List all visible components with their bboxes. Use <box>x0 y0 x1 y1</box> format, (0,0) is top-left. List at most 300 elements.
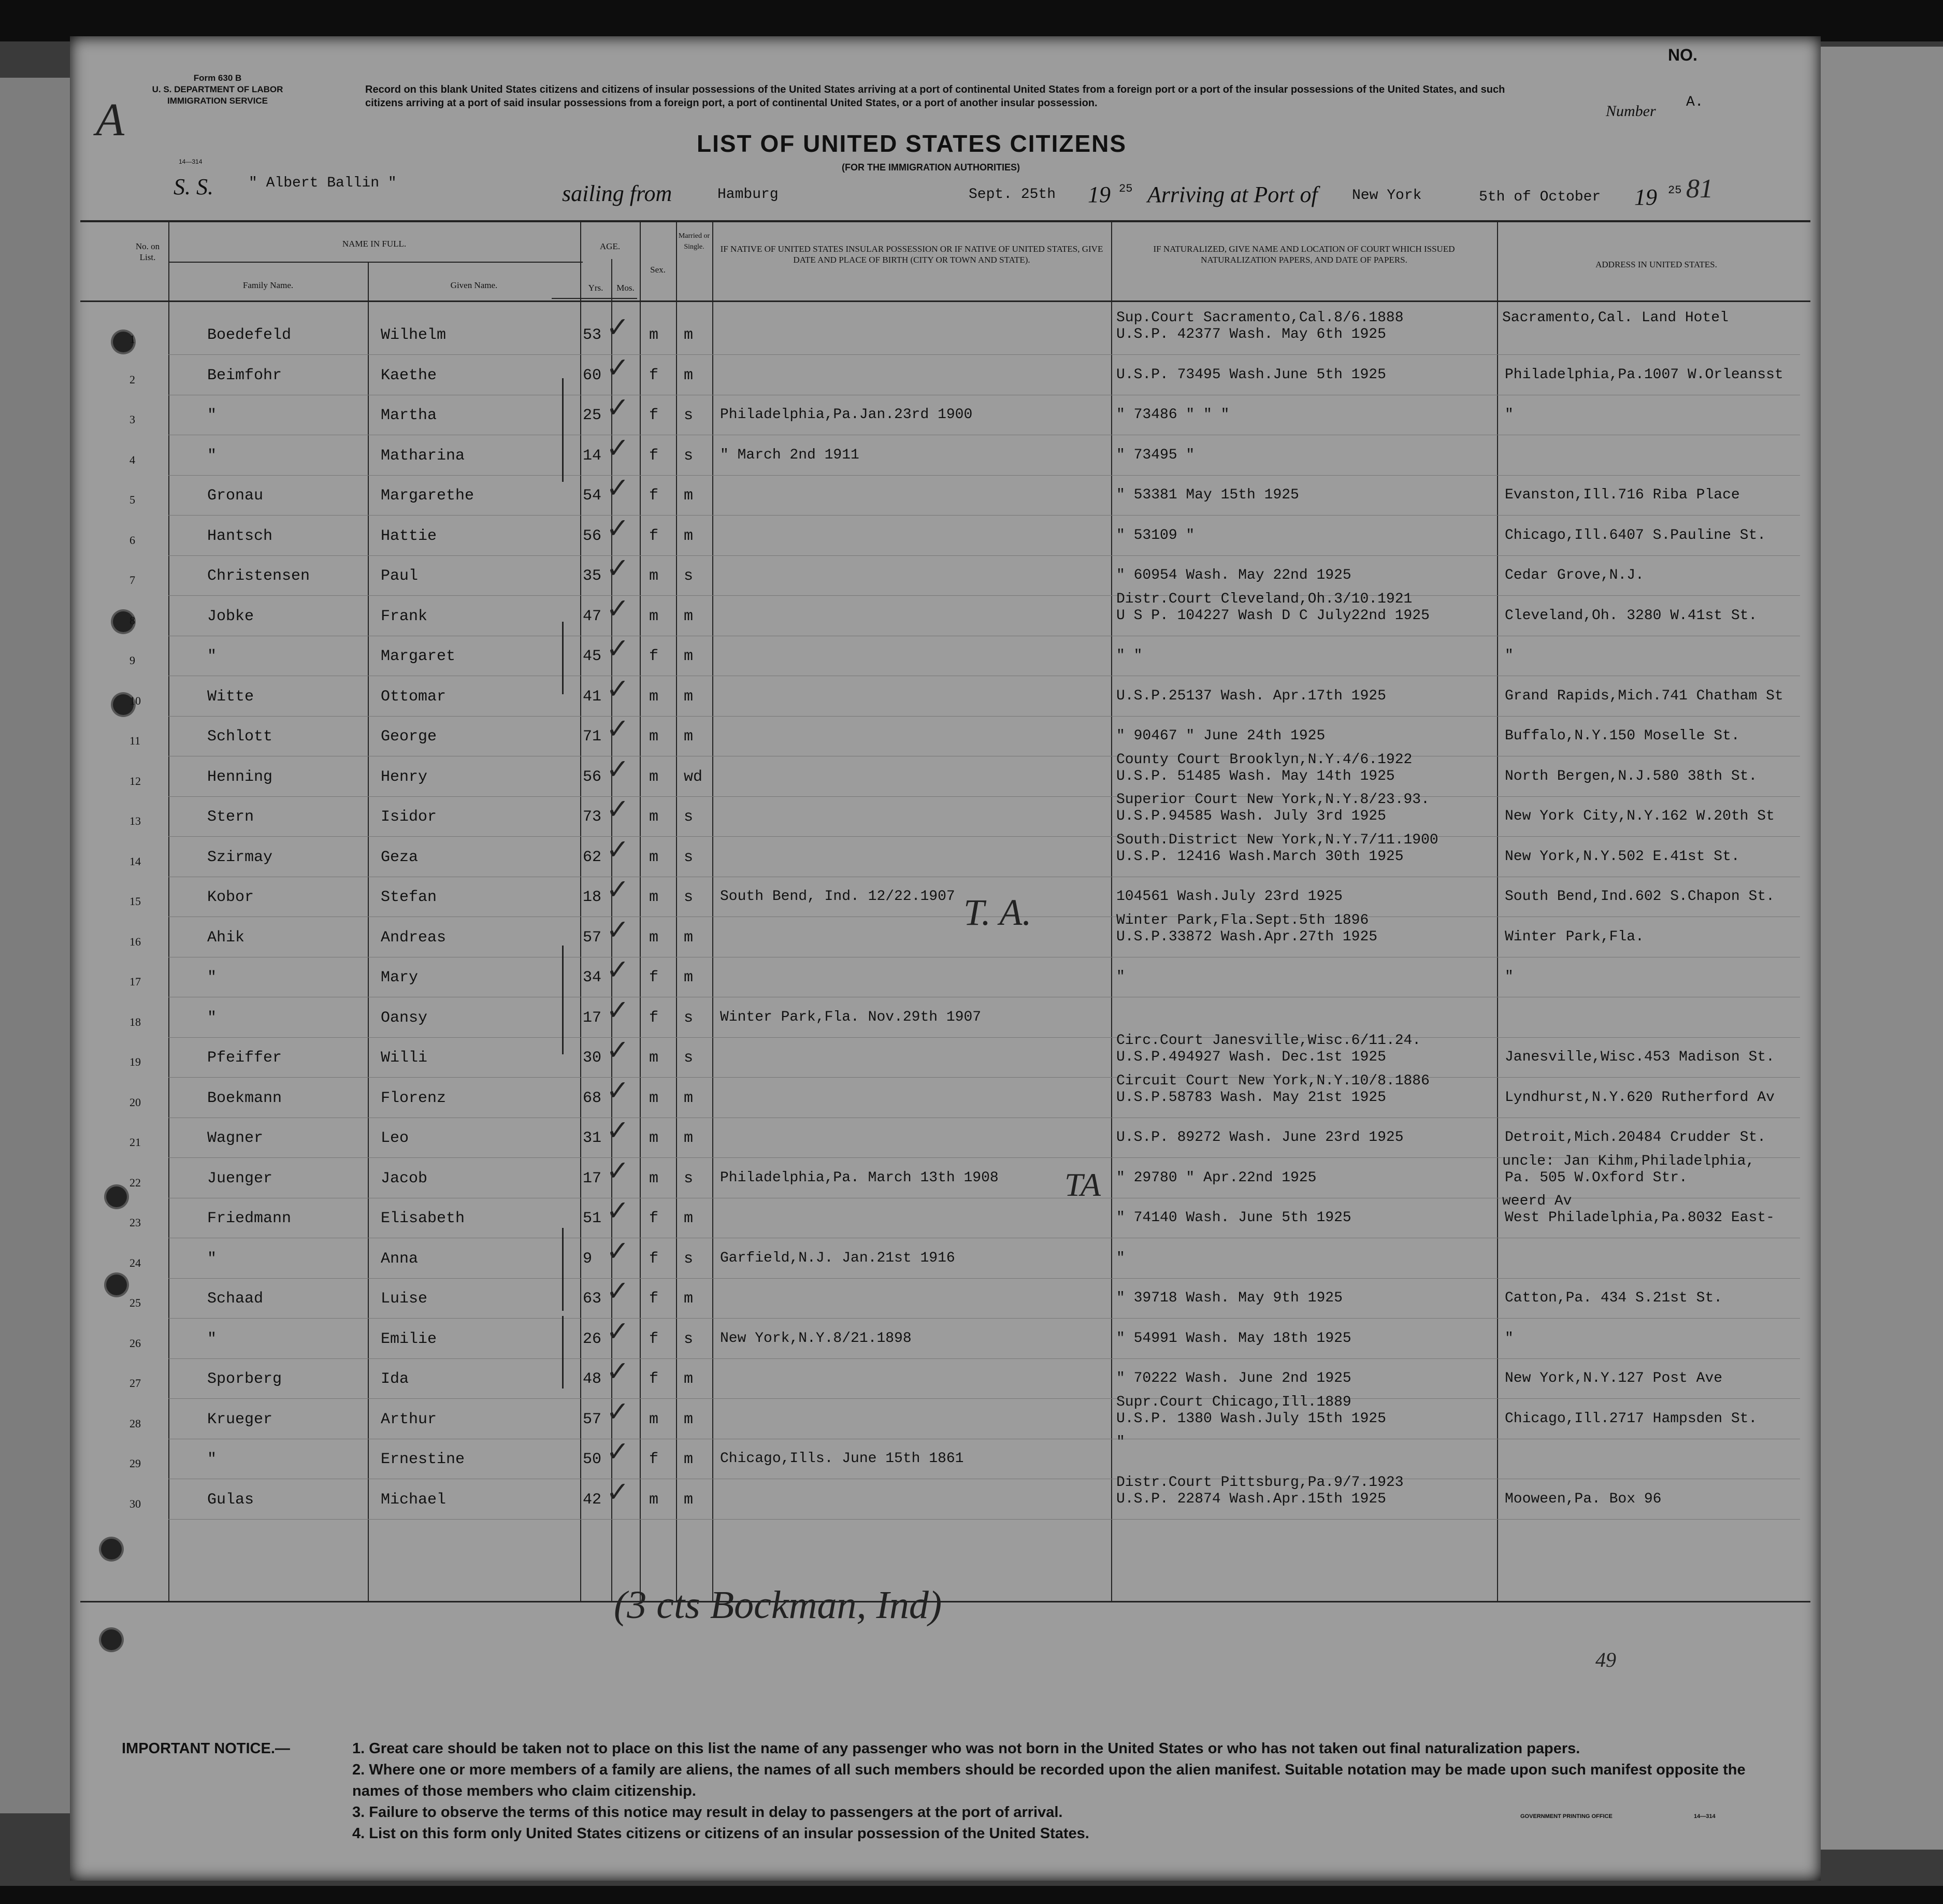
line-number: 22 <box>129 1176 141 1189</box>
table-row <box>70 431 1821 477</box>
age-years: 50 <box>583 1451 602 1468</box>
marital-status: s <box>684 808 694 826</box>
table-row <box>70 310 1821 356</box>
marital-status: m <box>684 1210 694 1227</box>
sailing-date: Sept. 25th <box>969 187 1056 203</box>
manifest-page <box>70 36 1821 1881</box>
given-name: Matharina <box>381 447 465 465</box>
family-name: " <box>207 447 217 465</box>
family-name: Juenger <box>207 1169 273 1187</box>
table-top-border <box>80 220 1810 222</box>
table-row <box>70 792 1821 838</box>
family-name: " <box>207 1009 217 1027</box>
address-line2: Janesville,Wisc.453 Madison St. <box>1505 1049 1775 1065</box>
given-name: Florenz <box>381 1089 447 1107</box>
address-line2: " <box>1505 1330 1514 1347</box>
address-line2: " <box>1505 648 1514 664</box>
family-name: Szirmay <box>207 848 273 866</box>
table-row <box>70 471 1821 517</box>
marital-status: m <box>684 527 694 545</box>
family-name: Krueger <box>207 1410 273 1428</box>
address-line2: Evanston,Ill.716 Riba Place <box>1505 487 1740 503</box>
naturalization-papers: " 39718 Wash. May 9th 1925 <box>1116 1290 1343 1306</box>
given-name: Frank <box>381 607 428 625</box>
naturalization-papers: U.S.P. 73495 Wash.June 5th 1925 <box>1116 366 1386 383</box>
checkmark-icon: ✓ <box>606 1435 630 1468</box>
birth-place-date: Philadelphia,Pa. March 13th 1908 <box>720 1169 999 1186</box>
sex: f <box>649 407 659 424</box>
sex: m <box>649 1410 659 1428</box>
ss-label: S. S. <box>174 174 213 199</box>
handwritten-ta-row22: TA <box>1064 1166 1101 1203</box>
page-number-mark: 49 <box>1595 1648 1616 1671</box>
notice-list <box>352 1738 1782 1844</box>
checkmark-icon: ✓ <box>606 1395 630 1428</box>
sex: m <box>649 567 659 585</box>
notice-lead: IMPORTANT NOTICE.— <box>122 1740 290 1757</box>
table-row <box>70 1355 1821 1400</box>
line-number: 26 <box>129 1336 141 1350</box>
given-name: Willi <box>381 1049 428 1067</box>
given-name: Stefan <box>381 889 437 906</box>
family-name: Kobor <box>207 889 254 906</box>
family-bracket <box>562 946 564 1054</box>
checkmark-icon: ✓ <box>606 953 630 986</box>
row-rule <box>168 1519 1800 1520</box>
family-name: Stern <box>207 808 254 826</box>
table-row <box>70 1234 1821 1280</box>
row-rule <box>168 1077 1800 1078</box>
sex: m <box>649 848 659 866</box>
line-number: 6 <box>129 533 135 547</box>
address-line2: Lyndhurst,N.Y.620 Rutherford Av <box>1505 1089 1775 1106</box>
handwritten-ta-row15: T. A. <box>963 892 1032 933</box>
family-name: " <box>207 1330 217 1348</box>
marital-status: s <box>684 889 694 906</box>
checkmark-icon: ✓ <box>606 993 630 1026</box>
sex: m <box>649 768 659 786</box>
given-name: Ottomar <box>381 688 447 706</box>
table-row <box>70 993 1821 1039</box>
sex: f <box>649 1009 659 1027</box>
sex: f <box>649 487 659 505</box>
marital-status: s <box>684 1049 694 1067</box>
age-years: 30 <box>583 1049 602 1067</box>
checkmark-icon: ✓ <box>606 311 630 343</box>
line-number: 11 <box>129 734 141 747</box>
given-name: Jacob <box>381 1169 428 1187</box>
naturalization-court: South.District New York,N.Y.7/11.1900 <box>1116 832 1438 848</box>
sex: f <box>649 1370 659 1388</box>
naturalization-papers: " 54991 Wash. May 18th 1925 <box>1116 1330 1351 1347</box>
family-name: Gronau <box>207 487 264 505</box>
small-code: 14—314 <box>179 158 203 165</box>
naturalization-papers: U.S.P. 22874 Wash.Apr.15th 1925 <box>1116 1491 1386 1507</box>
table-row <box>70 511 1821 557</box>
address-line2: Winter Park,Fla. <box>1505 928 1644 945</box>
marital-status: m <box>684 728 694 746</box>
age-years: 31 <box>583 1129 602 1147</box>
line-number: 30 <box>129 1497 141 1510</box>
line-number: 9 <box>129 654 135 667</box>
arrival-port: New York <box>1352 188 1422 204</box>
table-row <box>70 1033 1821 1079</box>
given-name: Arthur <box>381 1410 437 1428</box>
marital-status: m <box>684 607 694 625</box>
naturalization-papers: U.S.P. 12416 Wash.March 30th 1925 <box>1116 848 1404 865</box>
marital-status: s <box>684 848 694 866</box>
given-name: Paul <box>381 567 419 585</box>
age-years: 62 <box>583 848 602 866</box>
age-years: 56 <box>583 768 602 786</box>
table-row <box>70 1474 1821 1521</box>
address-line2: Chicago,Ill.2717 Hampsden St. <box>1505 1410 1758 1427</box>
age-years: 73 <box>583 808 602 826</box>
header-married-single: Married or Single. <box>678 232 710 251</box>
family-name: Witte <box>207 688 254 706</box>
naturalization-court: Superior Court New York,N.Y.8/23.93. <box>1116 792 1430 808</box>
age-years: 60 <box>583 366 602 384</box>
sex: m <box>649 808 659 826</box>
address-line2: Detroit,Mich.20484 Crudder St. <box>1505 1129 1766 1146</box>
checkmark-icon: ✓ <box>606 1355 630 1387</box>
checkmark-icon: ✓ <box>606 833 630 866</box>
age-years: 17 <box>583 1009 602 1027</box>
sex: m <box>649 607 659 625</box>
birth-place-date: South Bend, Ind. 12/22.1907 <box>720 889 955 905</box>
sex: m <box>649 1169 659 1187</box>
address-line2: Grand Rapids,Mich.741 Chatham St <box>1505 688 1783 704</box>
line-number: 12 <box>129 774 141 788</box>
sex: f <box>649 366 659 384</box>
family-bracket <box>562 1316 564 1388</box>
checkmark-icon: ✓ <box>606 712 630 745</box>
birth-place-date: Chicago,Ills. June 15th 1861 <box>720 1451 964 1467</box>
line-number: 5 <box>129 493 135 506</box>
age-years: 47 <box>583 607 602 625</box>
sail-year-prefix: 19 <box>1088 182 1111 207</box>
sex: m <box>649 688 659 706</box>
age-years: 25 <box>583 407 602 424</box>
marital-status: m <box>684 648 694 665</box>
given-name: Oansy <box>381 1009 428 1027</box>
header-birth: IF NATIVE OF UNITED STATES INSULAR POSSESSION OR IF NATIVE OF UNITED STATES, GIVE DATE AND PLACE OF BIRTH (CITY OR TOWN AND STATE). <box>720 244 1103 265</box>
table-row <box>70 1275 1821 1320</box>
line-number: 29 <box>129 1457 141 1470</box>
line-number: 15 <box>129 895 141 908</box>
marital-status: s <box>684 407 694 424</box>
departure-port: Hamburg <box>717 187 779 203</box>
marital-status: m <box>684 688 694 706</box>
line-number: 19 <box>129 1055 141 1068</box>
sex: m <box>649 889 659 906</box>
sex: f <box>649 1290 659 1308</box>
table-row <box>70 391 1821 436</box>
punch-hole <box>101 1629 122 1650</box>
naturalization-papers: " 90467 " June 24th 1925 <box>1116 728 1326 744</box>
row-rule <box>168 1318 1800 1319</box>
age-years: 68 <box>583 1089 602 1107</box>
family-name: Sporberg <box>207 1370 282 1388</box>
sex: m <box>649 326 659 344</box>
age-years: 17 <box>583 1169 602 1187</box>
family-name: Jobke <box>207 607 254 625</box>
corner-mark: A <box>96 94 124 146</box>
family-name: Ahik <box>207 928 245 947</box>
table-row <box>70 591 1821 637</box>
given-name: Martha <box>381 407 437 424</box>
sex: f <box>649 447 659 465</box>
checkmark-icon: ✓ <box>606 391 630 424</box>
family-name: Friedmann <box>207 1210 292 1227</box>
age-years: 45 <box>583 648 602 665</box>
table-row <box>70 832 1821 878</box>
naturalization-papers: " 73495 " <box>1116 447 1195 463</box>
checkmark-icon: ✓ <box>606 552 630 584</box>
line-number: 3 <box>129 413 135 426</box>
marital-status: s <box>684 447 694 465</box>
family-name: Pfeiffer <box>207 1049 282 1067</box>
marital-status: s <box>684 1250 694 1268</box>
given-name: Kaethe <box>381 366 437 384</box>
marital-status: m <box>684 326 694 344</box>
checkmark-icon: ✓ <box>606 913 630 946</box>
family-name: Hantsch <box>207 527 273 545</box>
age-years: 35 <box>583 567 602 585</box>
arrival-date: 5th of October <box>1479 189 1601 205</box>
age-years: 71 <box>583 728 602 746</box>
age-years: 51 <box>583 1210 602 1227</box>
family-name: Beimfohr <box>207 366 282 384</box>
address-line2: New York,N.Y.127 Post Ave <box>1505 1370 1723 1386</box>
sex: f <box>649 1451 659 1468</box>
given-name: Wilhelm <box>381 326 447 344</box>
given-name: Mary <box>381 969 419 986</box>
birth-place-date: Garfield,N.J. Jan.21st 1916 <box>720 1250 955 1266</box>
family-name: Gulas <box>207 1491 254 1509</box>
checkmark-icon: ✓ <box>606 793 630 825</box>
checkmark-icon: ✓ <box>606 1073 630 1107</box>
marital-status: m <box>684 928 694 947</box>
age-years: 41 <box>583 688 602 706</box>
family-bracket <box>562 622 564 694</box>
family-name: Christensen <box>207 567 310 585</box>
sex: m <box>649 728 659 746</box>
age-years: 26 <box>583 1330 602 1348</box>
sail-year: 25 <box>1119 182 1133 195</box>
birth-place-date: New York,N.Y.8/21.1898 <box>720 1330 912 1347</box>
line-number: 14 <box>129 854 141 868</box>
table-row <box>70 552 1821 597</box>
naturalization-papers: U.S.P. 89272 Wash. June 23rd 1925 <box>1116 1129 1404 1146</box>
table-row <box>70 1434 1821 1480</box>
no-label: NO. <box>1668 46 1697 64</box>
line-number: 21 <box>129 1136 141 1149</box>
form-id <box>140 73 295 107</box>
address-line2: Mooween,Pa. Box 96 <box>1505 1491 1662 1507</box>
header-age: AGE. <box>599 241 621 251</box>
given-name: Margarethe <box>381 487 474 505</box>
age-subheader-rule <box>552 298 637 299</box>
family-name: " <box>207 969 217 986</box>
naturalization-papers: " 73486 " " " <box>1116 407 1230 423</box>
given-name: Isidor <box>381 808 437 826</box>
sex: f <box>649 1330 659 1348</box>
naturalization-papers: " 70222 Wash. June 2nd 1925 <box>1116 1370 1351 1386</box>
address-line2: South Bend,Ind.602 S.Chapon St. <box>1505 889 1775 905</box>
given-name: Leo <box>381 1129 409 1147</box>
marital-status: wd <box>684 768 703 786</box>
sex: m <box>649 928 659 947</box>
number-label: Number <box>1606 103 1656 120</box>
naturalization-papers: " 74140 Wash. June 5th 1925 <box>1116 1210 1351 1226</box>
given-name: Ida <box>381 1370 409 1388</box>
checkmark-icon: ✓ <box>606 1314 630 1348</box>
arrival-year: 25 <box>1668 184 1682 197</box>
address-line2: Cedar Grove,N.J. <box>1505 567 1644 583</box>
marital-status: m <box>684 969 694 986</box>
age-years: 57 <box>583 928 602 947</box>
line-number: 27 <box>129 1377 141 1390</box>
notice-item: 1. Great care should be taken not to place on this list the name of any passenger who was not born in the United States or who has not taken out final naturalization papers. <box>352 1740 1580 1757</box>
naturalization-papers: U.S.P.58783 Wash. May 21st 1925 <box>1116 1089 1386 1106</box>
service: IMMIGRATION SERVICE <box>167 96 268 106</box>
table-row <box>70 873 1821 918</box>
marital-status: m <box>684 1129 694 1147</box>
header-name-in-full: NAME IN FULL. <box>342 239 407 249</box>
age-years: 14 <box>583 447 602 465</box>
family-name: Boekmann <box>207 1089 282 1107</box>
marital-status: s <box>684 1009 694 1027</box>
sex: m <box>649 1089 659 1107</box>
given-name: Ernestine <box>381 1451 465 1468</box>
marital-status: m <box>684 1370 694 1388</box>
line-number: 10 <box>129 694 141 707</box>
line-number: 23 <box>129 1216 141 1229</box>
notice-item: 4. List on this form only United States citizens or citizens of an insular possession of the United States. <box>352 1825 1089 1842</box>
checkmark-icon: ✓ <box>606 1194 630 1227</box>
naturalization-papers: " " <box>1116 648 1143 664</box>
page-subtitle: (FOR THE IMMIGRATION AUTHORITIES) <box>842 162 1020 173</box>
row-rule <box>168 836 1800 837</box>
row-rule <box>168 1398 1800 1399</box>
table-row <box>70 632 1821 677</box>
number-value: A. <box>1686 94 1704 110</box>
family-name: Schaad <box>207 1290 264 1308</box>
printer-code: 14—314 <box>1694 1813 1716 1820</box>
address-line1: weerd Av <box>1502 1193 1572 1209</box>
age-years: 56 <box>583 527 602 545</box>
marital-status: m <box>684 366 694 384</box>
sex: m <box>649 1049 659 1067</box>
checkmark-icon: ✓ <box>606 471 630 504</box>
notice-item: 2. Where one or more members of a family are aliens, the names of all such members should be recorded upon the alien manifest. Suitable notation may be made upon such manifest opposite the names of those members who claim citizenship. <box>352 1762 1746 1799</box>
marital-status: m <box>684 1410 694 1428</box>
age-years: 42 <box>583 1491 602 1509</box>
checkmark-icon: ✓ <box>606 632 630 665</box>
address-line2: Cleveland,Oh. 3280 W.41st St. <box>1505 607 1758 624</box>
sex: f <box>649 969 659 986</box>
header-yrs: Yrs. <box>588 283 603 293</box>
naturalization-papers: " 60954 Wash. May 22nd 1925 <box>1116 567 1351 583</box>
naturalization-papers: " 29780 " Apr.22nd 1925 <box>1116 1169 1317 1186</box>
birth-place-date: Philadelphia,Pa.Jan.23rd 1900 <box>720 407 973 423</box>
department: U. S. DEPARTMENT OF LABOR <box>152 84 283 94</box>
sex: m <box>649 1129 659 1147</box>
naturalization-papers: U.S.P. 1380 Wash.July 15th 1925 <box>1116 1410 1386 1427</box>
row-rule <box>168 1037 1800 1038</box>
marital-status: m <box>684 1451 694 1468</box>
age-years: 9 <box>583 1250 593 1268</box>
address-line1: uncle: Jan Kihm,Philadelphia, <box>1502 1153 1755 1169</box>
table-row <box>70 1193 1821 1239</box>
naturalization-papers: " 53381 May 15th 1925 <box>1116 487 1299 503</box>
line-number: 25 <box>129 1296 141 1309</box>
marital-status: m <box>684 1491 694 1509</box>
given-name: Geza <box>381 848 419 866</box>
row-rule <box>168 515 1800 516</box>
arrival-extra-mark: 81 <box>1686 174 1713 204</box>
table-row <box>70 712 1821 757</box>
given-name: Emilie <box>381 1330 437 1348</box>
given-name: Luise <box>381 1290 428 1308</box>
handwritten-bottom-note: (3 cts Bockman, Ind) <box>614 1583 942 1627</box>
sex: m <box>649 1491 659 1509</box>
line-number: 13 <box>129 814 141 827</box>
table-row <box>70 953 1821 998</box>
age-years: 57 <box>583 1410 602 1428</box>
naturalization-papers: " <box>1116 1250 1125 1266</box>
row-rule <box>168 1278 1800 1279</box>
address-line2: Philadelphia,Pa.1007 W.Orleansst <box>1505 366 1783 383</box>
family-name: " <box>207 648 217 665</box>
line-number: 16 <box>129 935 141 948</box>
header-address: ADDRESS IN UNITED STATES. <box>1595 260 1717 269</box>
address-line2: " <box>1505 407 1514 423</box>
marital-status: m <box>684 1089 694 1107</box>
naturalization-papers: U.S.P. 51485 Wash. May 14th 1925 <box>1116 768 1395 784</box>
line-number: 4 <box>129 453 135 466</box>
naturalization-papers: 104561 Wash.July 23rd 1925 <box>1116 889 1343 905</box>
row-rule <box>168 1358 1800 1359</box>
row-rule <box>168 555 1800 556</box>
naturalization-court: County Court Brooklyn,N.Y.4/6.1922 <box>1116 751 1413 768</box>
naturalization-court: " <box>1116 1434 1125 1450</box>
row-rule <box>168 595 1800 596</box>
family-name: " <box>207 1451 217 1468</box>
naturalization-papers: U.S.P.494927 Wash. Dec.1st 1925 <box>1116 1049 1386 1065</box>
table-row <box>70 351 1821 396</box>
family-name: " <box>207 407 217 424</box>
form-number: Form 630 B <box>193 73 242 83</box>
checkmark-icon: ✓ <box>606 1275 630 1307</box>
address-line2: North Bergen,N.J.580 38th St. <box>1505 768 1758 784</box>
line-number: 20 <box>129 1095 141 1109</box>
sex: f <box>649 1210 659 1227</box>
header-sex: Sex. <box>650 265 666 275</box>
given-name: Elisabeth <box>381 1210 465 1227</box>
family-name: Boedefeld <box>207 326 292 344</box>
age-years: 34 <box>583 969 602 986</box>
naturalization-papers: U.S.P.33872 Wash.Apr.27th 1925 <box>1116 928 1378 945</box>
marital-status: m <box>684 1290 694 1308</box>
checkmark-icon: ✓ <box>606 1475 630 1508</box>
family-name: Wagner <box>207 1129 264 1147</box>
naturalization-court: Distr.Court Cleveland,Oh.3/10.1921 <box>1116 591 1413 607</box>
age-years: 53 <box>583 326 602 344</box>
row-rule <box>168 716 1800 717</box>
line-number: 17 <box>129 975 141 988</box>
